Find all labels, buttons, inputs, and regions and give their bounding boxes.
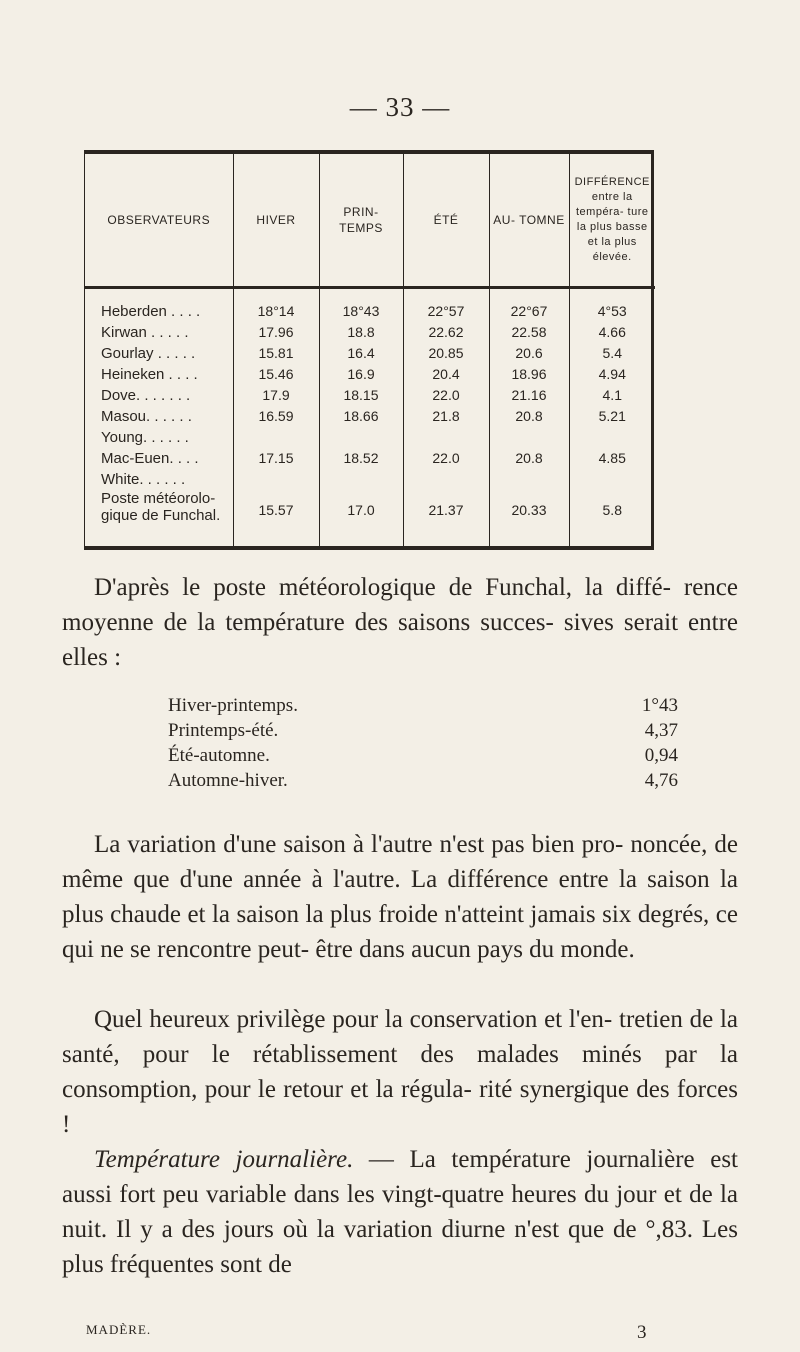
table-cell: 18.15 bbox=[343, 387, 379, 403]
difference-column bbox=[569, 288, 655, 547]
table-cell: 22°57 bbox=[427, 303, 465, 319]
observer-name: Mac-Euen. . . . bbox=[101, 450, 199, 467]
table-cell: 17.15 bbox=[258, 450, 294, 466]
observers-column bbox=[85, 288, 233, 547]
table-header-row bbox=[85, 154, 655, 288]
table-cell: 16.59 bbox=[258, 408, 294, 424]
table-cell: 21.37 bbox=[428, 502, 464, 518]
table-cell: 18.52 bbox=[343, 450, 379, 466]
hiver-column bbox=[233, 288, 319, 547]
table-cell: 18.8 bbox=[347, 324, 375, 340]
observer-name: White. . . . . . bbox=[101, 471, 186, 488]
automne-column bbox=[489, 288, 569, 547]
season-label: Printemps-été. bbox=[168, 720, 279, 741]
table-cell: 18.66 bbox=[343, 408, 379, 424]
table-cell: 16.4 bbox=[347, 345, 375, 361]
table-cell: 22°67 bbox=[510, 303, 548, 319]
header-printemps: PRIN- TEMPS bbox=[319, 154, 403, 288]
table-cell: 22.0 bbox=[432, 450, 460, 466]
list-item bbox=[168, 768, 678, 793]
table-cell: 4.66 bbox=[598, 324, 626, 340]
table-cell: 20.8 bbox=[515, 450, 543, 466]
table-cell: 5.4 bbox=[602, 345, 622, 361]
season-label: Automne-hiver. bbox=[168, 770, 288, 791]
table-cell: 18°14 bbox=[257, 303, 295, 319]
section-title: Température journalière. bbox=[94, 1146, 354, 1173]
season-value: 0,94 bbox=[644, 745, 678, 766]
table-cell: 20.33 bbox=[511, 502, 547, 518]
season-value: 1°43 bbox=[641, 695, 678, 716]
printemps-column bbox=[319, 288, 403, 547]
table-cell: 5.8 bbox=[602, 502, 622, 518]
table-cell: 4.85 bbox=[598, 450, 626, 466]
table-cell: 17.96 bbox=[258, 324, 294, 340]
season-value: 4,76 bbox=[644, 770, 678, 791]
table-cell: 22.0 bbox=[432, 387, 460, 403]
table-cell: 15.46 bbox=[258, 366, 294, 382]
observer-name: Young. . . . . . bbox=[101, 429, 189, 446]
footer-folio: 3 bbox=[637, 1322, 647, 1343]
table-cell: 18.96 bbox=[511, 366, 547, 382]
ete-column bbox=[403, 288, 489, 547]
table-cell: 22.62 bbox=[428, 324, 464, 340]
observer-name: Poste météorolo- bbox=[101, 490, 216, 507]
table-cell: 20.85 bbox=[428, 345, 464, 361]
table-cell: 4.1 bbox=[602, 387, 622, 403]
header-ete: ÉTÉ bbox=[403, 154, 489, 288]
season-value: 4,37 bbox=[644, 720, 678, 741]
paragraph-body: — La température journalière est aussi fort peu variable dans les vingt-quatre heures du jour et de la nuit. Il y a des jours où la variation diurne n'est que de °,83. Les plus fréquentes sont de bbox=[62, 1146, 738, 1278]
table-cell: 4°53 bbox=[597, 303, 627, 319]
season-label: Hiver-printemps. bbox=[168, 695, 298, 716]
table-cell: 22.58 bbox=[511, 324, 547, 340]
table-cell: 20.6 bbox=[515, 345, 543, 361]
paragraph-daily-temperature bbox=[62, 1142, 738, 1282]
table-cell: 17.9 bbox=[262, 387, 290, 403]
observer-name: gique de Funchal. bbox=[101, 507, 221, 524]
table-cell: 17.0 bbox=[347, 502, 375, 518]
temperature-table bbox=[84, 150, 654, 550]
list-item bbox=[168, 743, 678, 768]
table-cell: 21.16 bbox=[511, 387, 547, 403]
observer-name: Heineken . . . . bbox=[101, 366, 198, 383]
table-body-row bbox=[85, 288, 655, 547]
table-cell: 21.8 bbox=[432, 408, 460, 424]
table-cell: 16.9 bbox=[347, 366, 375, 382]
observer-name: Masou. . . . . . bbox=[101, 408, 192, 425]
list-item bbox=[168, 718, 678, 743]
table-cell: 15.81 bbox=[258, 345, 294, 361]
table-cell: 20.4 bbox=[432, 366, 460, 382]
table-cell: 20.8 bbox=[515, 408, 543, 424]
season-differences-list bbox=[168, 693, 678, 793]
paragraph-privilege: Quel heureux privilège pour la conservation et l'en- tretien de la santé, pour le rétablissement des malades minés par la consomption, pour le retour et la régula- rité synergique des forces ! bbox=[62, 1006, 738, 1138]
observer-name: Dove. . . . . . . bbox=[101, 387, 191, 404]
list-item bbox=[168, 693, 678, 718]
header-observateurs: OBSERVATEURS bbox=[85, 154, 233, 288]
table-cell: 5.21 bbox=[598, 408, 626, 424]
table-cell: 18°43 bbox=[342, 303, 380, 319]
footer-signature: MADÈRE. bbox=[86, 1322, 152, 1337]
table-cell: 4.94 bbox=[598, 366, 626, 382]
page-number: — 33 — bbox=[349, 92, 451, 122]
paragraph-intro: D'après le poste météorologique de Funchal, la diffé- rence moyenne de la température des saisons succes- sives serait entre elles : bbox=[62, 574, 738, 671]
observer-name: Gourlay . . . . . bbox=[101, 345, 196, 362]
paragraph-variation: La variation d'une saison à l'autre n'est pas bien pro- noncée, de même que d'une année à l'autre. La différence entre la saison la plus chaude et la saison la plus froide n'atteint jamais six degrés, ce qui ne se rencontre peut- être dans aucun pays du monde. bbox=[62, 831, 738, 963]
header-automne: AU- TOMNE bbox=[489, 154, 569, 288]
table-cell: 15.57 bbox=[258, 502, 294, 518]
temperature-table-grid bbox=[85, 154, 655, 546]
observer-name: Kirwan . . . . . bbox=[101, 324, 189, 341]
season-label: Été-automne. bbox=[168, 745, 270, 766]
observer-name: Heberden . . . . bbox=[101, 303, 201, 320]
header-hiver: HIVER bbox=[233, 154, 319, 288]
header-difference: DIFFÉRENCE entre la tempéra- ture la plus basse et la plus élevée. bbox=[569, 154, 655, 288]
